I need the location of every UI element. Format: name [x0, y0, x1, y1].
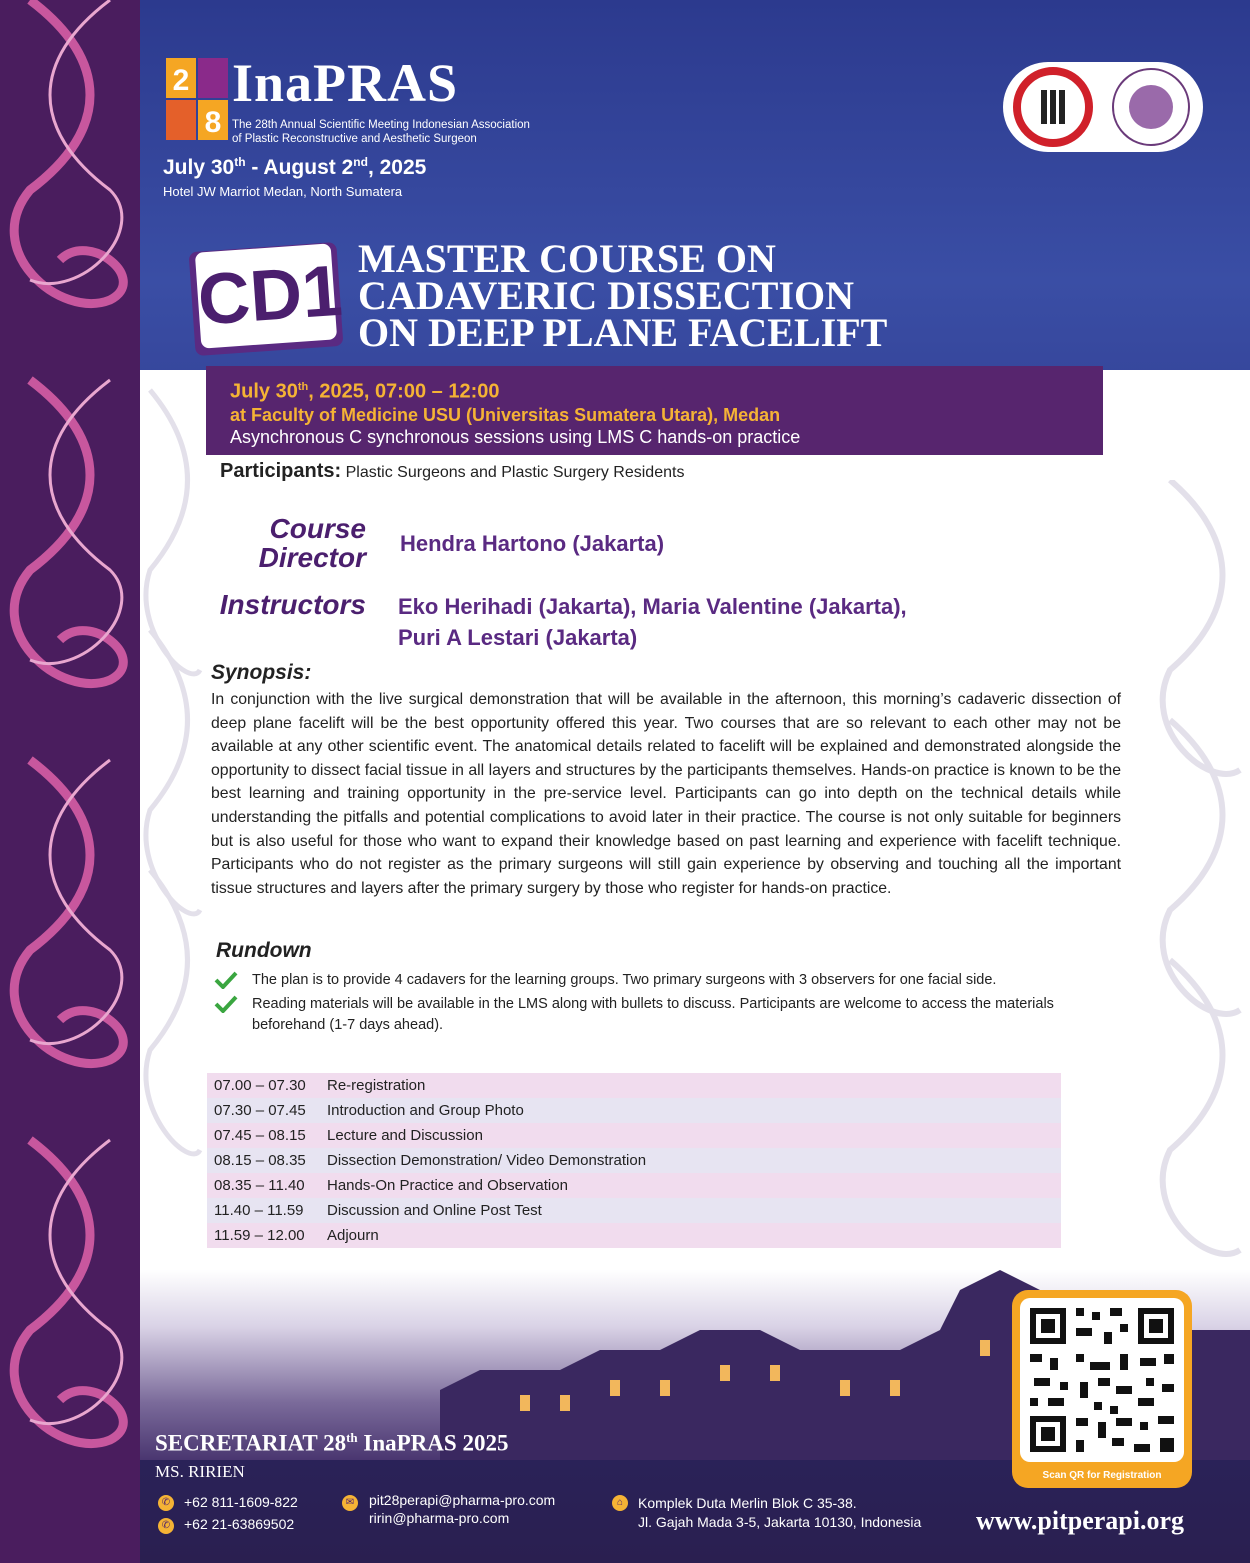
synopsis-text: In conjunction with the live surgical demonstration that will be available in the afternoon, this morning’s cadaveric dissection of deep plane facelift will be the best opportunity offered this year. Two courses that are so relevant to each other may not be available at any other scientific event. The anatomical details related to facelift will be explained and demonstrated alongside the opportunity to dissect facial tissue in all layers and structures by the participants themselves. Hands-on practice is known to be the best learning and training opportunity in the pre-service level. Participants can go into depth on the technical details while understanding the pitfalls and potential complications to avoid later in their practice. The course is not only suitable for beginners but is also useful for those who want to expand their knowledge based on past learning and experience with facelift technique. Participants who do not register as the primary surgeons will still gain experience by observing and touching all the important tissue structures and layers after the primary surgery by those who register for hands-on practice.: [211, 691, 1121, 897]
list-item: The plan is to provide 4 cadavers for the learning groups. Two primary surgeons with 3 observers for one facial side.: [214, 970, 1084, 991]
website-link[interactable]: www.pitperapi.org: [976, 1506, 1184, 1535]
organization-logos: [1003, 62, 1203, 152]
qr-label: Scan QR for Registration: [1042, 1470, 1162, 1481]
location-icon: ⌂: [612, 1495, 628, 1511]
course-location: at Faculty of Medicine USU (Universitas Sumatera Utara), Medan: [230, 404, 781, 425]
course-info-band: [206, 366, 1103, 455]
contact-name: MS. RIRIEN: [155, 1462, 245, 1481]
address: Komplek Duta Merlin Blok C 35-38. Jl. Gajah Mada 3-5, Jakarta 10130, Indonesia: [638, 1495, 922, 1530]
phone-numbers: [184, 1491, 298, 1535]
check-icon: [214, 995, 238, 1013]
instructors-label: Instructors: [219, 589, 366, 620]
phone-icon: ✆: [158, 1518, 174, 1534]
participants: Participants: Plastic Surgeons and Plastic Surgery Residents: [220, 460, 685, 482]
phone-link[interactable]: +62 21-63869502: [184, 1516, 295, 1532]
email-link[interactable]: ririn@pharma-pro.com: [369, 1510, 510, 1526]
director-name: Hendra Hartono (Jakarta): [400, 531, 665, 556]
email-link[interactable]: pit28perapi@pharma-pro.com: [369, 1492, 556, 1508]
course-date-time: July 30th, 2025, 07:00 – 12:00: [230, 380, 500, 403]
rundown-heading: Rundown: [216, 939, 312, 962]
inapras-28-logo: [166, 58, 228, 140]
panel-left-ornament: [140, 370, 210, 1270]
instructors-names: Eko Herihadi (Jakarta), Maria Valentine (Jakarta), Puri A Lestari (Jakarta): [398, 594, 907, 650]
left-ornament-border: [0, 0, 140, 1563]
table-row: 08.35 – 11.40 Hands-On Practice and Observation: [207, 1173, 1061, 1198]
check-icon: [214, 971, 238, 989]
synopsis-heading: Synopsis:: [211, 661, 312, 684]
table-row: 07.45 – 08.15 Lecture and Discussion: [207, 1123, 1061, 1148]
emails: [369, 1491, 555, 1527]
svg-text:2: 2: [172, 64, 190, 97]
director-label: Course Director: [258, 513, 366, 573]
rundown-list: [214, 970, 1084, 1039]
svg-text:8: 8: [204, 106, 222, 139]
table-row: 07.00 – 07.30 Re-registration: [207, 1073, 1061, 1098]
course-session-type: Asynchronous C synchronous sessions using LMS C hands-on practice: [230, 426, 801, 447]
panel-right-ornament: [1150, 480, 1250, 1270]
secretariat-title: SECRETARIAT 28th InaPRAS 2025: [155, 1430, 509, 1456]
event-dates: July 30th - August 2nd, 2025: [163, 155, 427, 179]
brand-name: InaPRAS: [232, 53, 459, 113]
table-row: 11.59 – 12.00 Adjourn: [207, 1223, 1061, 1248]
brand-subtitle: The 28th Annual Scientific Meeting Indonesian Association of Plastic Reconstructive and Aesthetic Surgeon: [232, 119, 530, 145]
table-row: 11.40 – 11.59 Discussion and Online Post Test: [207, 1198, 1061, 1223]
event-venue: Hotel JW Marriot Medan, North Sumatera: [163, 184, 403, 199]
course-title: MASTER COURSE ON CADAVERIC DISSECTION ON DEEP PLANE FACELIFT: [358, 236, 888, 355]
email-icon: ✉: [342, 1495, 358, 1511]
table-row: 07.30 – 07.45 Introduction and Group Photo: [207, 1098, 1061, 1123]
table-row: 08.15 – 08.35 Dissection Demonstration/ Video Demonstration: [207, 1148, 1061, 1173]
schedule-table: [207, 1073, 1061, 1248]
qr-code[interactable]: [1020, 1298, 1184, 1462]
phone-link[interactable]: +62 811-1609-822: [184, 1494, 298, 1510]
list-item: Reading materials will be available in the LMS along with bullets to discuss. Participants are welcome to access the materials beforehand (1-7 days ahead).: [214, 994, 1084, 1036]
phone-icon: ✆: [158, 1495, 174, 1511]
course-code-badge: CD1: [195, 243, 337, 348]
